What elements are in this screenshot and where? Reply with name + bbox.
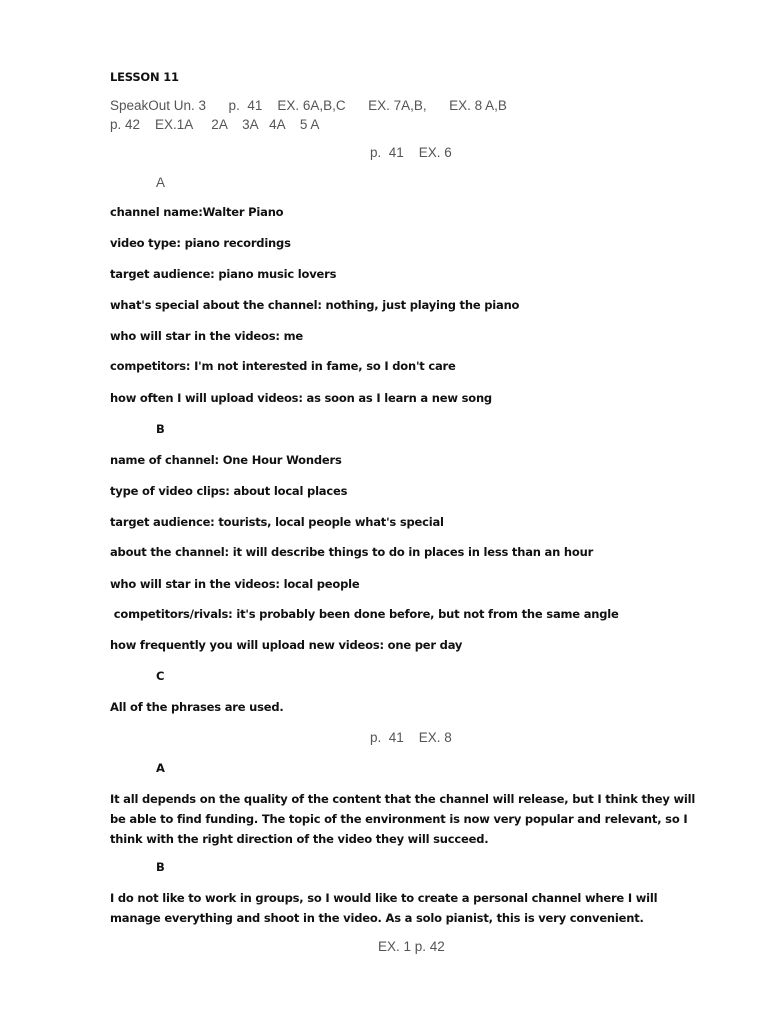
ex6-a-line: who will star in the videos: me — [110, 329, 303, 343]
ex8-a-paragraph: It all depends on the quality of the content that the channel will release, but I think they will be able to find funding. The topic of the environment is now very popular and relevant, so I think with the right direction of the video they will succeed. — [110, 792, 696, 846]
ex8-part-a-label: A — [156, 761, 165, 775]
ex6-a-line: video type: piano recordings — [110, 236, 291, 250]
ex6-b-line: target audience: tourists, local people what's special — [110, 515, 444, 529]
ex6-heading: p. 41 EX. 6 — [370, 145, 452, 160]
ex6-b-line: competitors/rivals: it's probably been done before, but not from the same angle — [110, 607, 619, 621]
ex8-part-b-label: B — [156, 860, 165, 874]
ex6-b-line: who will star in the videos: local people — [110, 577, 360, 591]
ex6-a-line: competitors: I'm not interested in fame, so I don't care — [110, 359, 456, 373]
ex6-a-line: how often I will upload videos: as soon as I learn a new song — [110, 391, 492, 405]
ex6-a-line: what's special about the channel: nothing, just playing the piano — [110, 298, 520, 312]
ex6-part-c-label: C — [156, 669, 165, 683]
ex8-heading: p. 41 EX. 8 — [370, 730, 452, 745]
ex6-b-line: how frequently you will upload new videos: one per day — [110, 638, 463, 652]
lesson-title: LESSON 11 — [110, 70, 179, 84]
ex1-heading: EX. 1 p. 42 — [378, 939, 445, 954]
ex6-part-a-label: A — [156, 175, 166, 190]
assignment-line-1: SpeakOut Un. 3 p. 41 EX. 6A,B,C EX. 7A,B, EX. 8 A,B — [110, 98, 507, 113]
ex6-part-b-label: B — [156, 422, 165, 436]
ex6-b-line: name of channel: One Hour Wonders — [110, 453, 342, 467]
ex8-b-paragraph: I do not like to work in groups, so I would like to create a personal channel where I will manage everything and shoot in the video. As a solo pianist, this is very convenient. — [110, 891, 658, 925]
ex6-b-line: about the channel: it will describe things to do in places in less than an hour — [110, 545, 594, 559]
ex6-a-line: channel name:Walter Piano — [110, 205, 284, 219]
ex6-b-line: type of video clips: about local places — [110, 484, 348, 498]
ex6-c-text: All of the phrases are used. — [110, 700, 284, 714]
assignment-line-2: p. 42 EX.1A 2A 3A 4A 5 A — [110, 117, 320, 132]
ex6-a-line: target audience: piano music lovers — [110, 267, 337, 281]
